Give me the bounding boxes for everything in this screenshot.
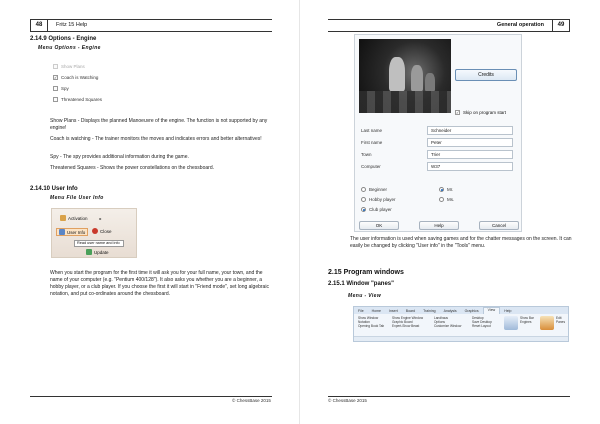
menu-item-label: Close: [100, 228, 112, 234]
ribbon-tab[interactable]: Board: [405, 308, 416, 313]
right-running-title: General operation: [496, 22, 544, 28]
ribbon-item[interactable]: Panes: [556, 320, 566, 325]
checkbox-icon[interactable]: [53, 64, 58, 69]
chess-piece-image: [425, 73, 435, 91]
ribbon-item[interactable]: Show Bar: [520, 316, 534, 320]
ribbon-item[interactable]: Engines: [520, 320, 532, 325]
menu-path-user-info: Menu File User Info: [50, 195, 104, 201]
section-heading-options-engine: 2.14.9 Options - Engine: [30, 36, 97, 42]
chess-piece-image: [411, 65, 423, 91]
ribbon-tab[interactable]: Graphics: [464, 308, 479, 313]
file-menu-screenshot: [51, 208, 137, 258]
radio-icon[interactable]: [439, 197, 444, 202]
chess-piece-image: [389, 57, 405, 91]
ribbon-group-6: [556, 316, 565, 324]
left-footer-rule: [30, 396, 272, 397]
menu-item-label: Update: [94, 249, 109, 255]
help-button[interactable]: Help: [419, 221, 459, 230]
menu-item-label: Activation: [68, 215, 88, 221]
option-label: Show Plans: [61, 63, 85, 69]
ribbon-item[interactable]: Customize Window: [434, 324, 462, 329]
paragraph-spy: Spy - The spy provides additional information during the game.: [50, 154, 189, 160]
cancel-button[interactable]: Cancel: [479, 221, 519, 230]
option-label: Spy: [61, 85, 69, 91]
radio-mr[interactable]: [439, 187, 453, 192]
radio-ms[interactable]: [439, 197, 454, 202]
option-threatened-squares[interactable]: [53, 95, 102, 103]
skip-label: Skip on program start: [463, 110, 507, 115]
ribbon-group-4: [472, 316, 492, 329]
menu-item-user-info[interactable]: [56, 228, 88, 236]
option-coach-watching[interactable]: [53, 73, 98, 81]
radio-label: Ms.: [447, 197, 455, 202]
last-name-input[interactable]: Schneider: [427, 126, 513, 135]
user-info-dialog: [354, 34, 522, 232]
field-label-first-name: First name: [361, 140, 383, 145]
option-label: Coach is Watching: [61, 74, 99, 80]
update-icon: [86, 249, 92, 255]
panes-icon[interactable]: [504, 316, 518, 330]
paragraph-coach: Coach is watching - The trainer monitors the moves and indicates errors and better alternatives!: [50, 136, 262, 142]
right-footer-rule: [328, 396, 570, 397]
menu-item-activation[interactable]: [60, 215, 102, 221]
submenu-arrow-icon: ▸: [99, 215, 102, 221]
dialog-caption: The user information is used when saving games and for the chatter messages on the screen. It can easily be changed by clicking "User info" in the "Tools" menu.: [350, 236, 572, 249]
ribbon-tab[interactable]: Home: [371, 308, 381, 313]
section-heading-program-windows: 2.15 Program windows: [328, 269, 404, 276]
radio-label: Club player: [369, 207, 392, 212]
right-footer: © ChessBase 2015: [328, 398, 367, 403]
engine-options-panel: [53, 62, 123, 112]
menu-path-view: Menu - View: [348, 293, 382, 299]
menu-item-update[interactable]: [86, 249, 109, 255]
menu-item-close[interactable]: [92, 228, 112, 234]
ribbon-status-bar: [354, 336, 568, 341]
credits-button[interactable]: Credits: [455, 69, 517, 81]
close-icon: [92, 228, 98, 234]
option-show-plans[interactable]: [53, 62, 85, 70]
town-input[interactable]: Trier: [427, 150, 513, 159]
paragraph-threatened: Threatened Squares - Shows the power constellations on the chessboard.: [50, 165, 214, 171]
checkbox-icon[interactable]: [53, 86, 58, 91]
right-header: [328, 19, 570, 32]
first-name-input[interactable]: Peter: [427, 138, 513, 147]
option-spy[interactable]: [53, 84, 69, 92]
left-footer: © ChessBase 2015: [232, 398, 271, 403]
chess-photo: [359, 39, 451, 113]
ribbon-item[interactable]: Opening Book Tab: [358, 324, 385, 329]
menu-item-label: User Info: [67, 229, 86, 235]
ribbon-item[interactable]: Desktop: [472, 316, 484, 320]
ribbon-tab[interactable]: Analysis: [443, 308, 457, 313]
ribbon-item[interactable]: Reset Layout: [472, 324, 491, 329]
skip-on-start-option[interactable]: [455, 110, 506, 115]
left-header: [30, 19, 272, 32]
ribbon-tab[interactable]: Help: [504, 308, 512, 313]
ribbon-tab[interactable]: Training: [423, 308, 436, 313]
radio-selected-icon[interactable]: [361, 207, 366, 212]
radio-beginner[interactable]: [361, 187, 387, 192]
radio-label: Hobby player: [369, 197, 396, 202]
ribbon-item[interactable]: Edit: [556, 316, 562, 320]
ribbon-group-5: [520, 316, 534, 324]
ribbon-item[interactable]: Landhaus: [434, 316, 449, 320]
computer-input[interactable]: W37: [427, 162, 513, 171]
section-heading-window-panes: 2.15.1 Window "panes": [328, 281, 394, 287]
field-label-computer: Computer: [361, 164, 381, 169]
ribbon-item[interactable]: Show Engine Window: [392, 316, 424, 320]
paragraph-user-info: When you start the program for the first time it will ask you for your full name, your town, and the name of your computer (e.g. "Pentium 400/128"). It also asks you whether you are a beginner, a hobby player, or a club player. If you choose the first it will start in "Friend mode", set long algebraic notation, and put co-ordinates around the chessboard.: [50, 270, 269, 297]
ribbon-tabs: [354, 307, 568, 314]
ribbon-item[interactable]: Options: [434, 320, 445, 325]
ribbon-tab-view[interactable]: View: [483, 307, 501, 314]
paragraph-show-plans: Show Plans - Displays the planned Manoeuvre of the engine. The function is not supported by any engine!: [50, 118, 268, 131]
ribbon-group-1: [358, 316, 384, 329]
ribbon-group-3: [434, 316, 461, 329]
tooltip: Read user name and info: [74, 240, 124, 247]
field-label-last-name: Last name: [361, 128, 383, 133]
radio-club-player[interactable]: [361, 207, 392, 212]
ribbon-tab[interactable]: File: [358, 308, 364, 313]
ribbon-item[interactable]: Graphic Board: [392, 320, 413, 325]
menu-path-options-engine: Menu Options - Engine: [38, 45, 101, 51]
section-heading-user-info: 2.14.10 User Info: [30, 186, 78, 192]
radio-icon[interactable]: [361, 187, 366, 192]
radio-icon[interactable]: [361, 197, 366, 202]
radio-label: Beginner: [369, 187, 388, 192]
left-running-title: Fritz 15 Help: [56, 22, 88, 28]
ribbon-item[interactable]: Show Window: [358, 316, 379, 320]
radio-selected-icon[interactable]: [439, 187, 444, 192]
checkbox-checked-icon[interactable]: ✓: [456, 110, 460, 115]
right-page-number: 49: [552, 19, 570, 32]
ribbon-item[interactable]: Notation: [358, 320, 370, 325]
chessboard-image: [359, 91, 451, 113]
key-icon: [60, 215, 66, 221]
ribbon-group-2: [392, 316, 423, 329]
ribbon-item[interactable]: Save Desktop: [472, 320, 492, 325]
left-page-number: 48: [30, 19, 48, 32]
ok-button[interactable]: OK: [359, 221, 399, 230]
view-ribbon-screenshot: [353, 306, 569, 342]
radio-hobby-player[interactable]: [361, 197, 396, 202]
user-icon: [59, 229, 65, 235]
ribbon-tab[interactable]: Insert: [388, 308, 398, 313]
checkbox-checked-icon[interactable]: ✓: [54, 74, 58, 80]
page-gutter: [299, 0, 300, 424]
ribbon-item[interactable]: Expert-Show Beast: [392, 324, 420, 329]
checkbox-icon[interactable]: [53, 97, 58, 102]
layout-icon[interactable]: [540, 316, 554, 330]
field-label-town: Town: [361, 152, 372, 157]
radio-label: Mr.: [447, 187, 454, 192]
option-label: Threatened Squares: [61, 96, 103, 102]
